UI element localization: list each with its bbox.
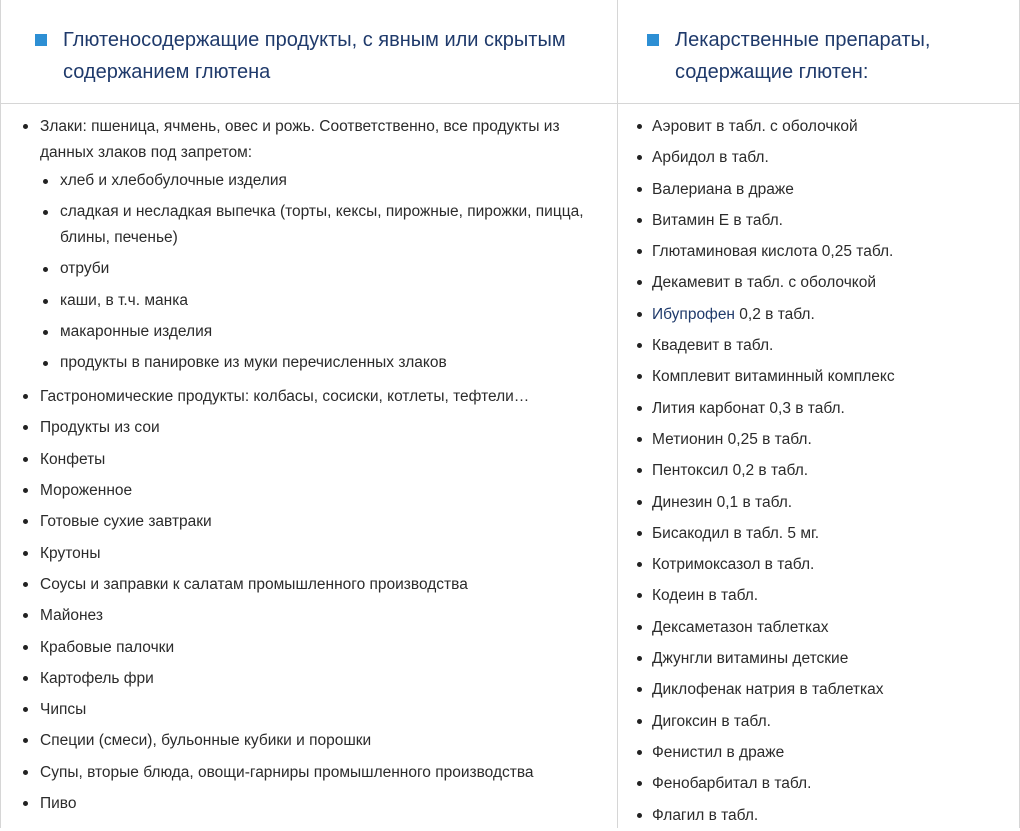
medicines-header-title: Лекарственные препараты, содержащие глютен: [675,29,931,83]
bullet-icon [23,707,28,712]
medicine-item-text: Бисакодил в табл. 5 мг. [652,524,820,542]
bullet-icon [637,280,642,285]
list-item [23,632,603,663]
medicine-item-text: Квадевит в табл. [652,337,774,355]
bullet-icon [43,179,48,184]
product-item-text: Картофель фри [40,669,154,687]
list-item [23,475,603,506]
medicine-item-text: Дигоксин в табл. [652,712,771,730]
product-item-text: Чипсы [40,701,87,719]
list-item [40,288,603,314]
list-item [637,455,1007,486]
list-item [637,674,1007,705]
list-item [23,569,603,600]
medicine-item-text: Комплевит витаминный комплекс [652,368,895,386]
medicine-item-text: Дексаметазон таблетках [652,618,829,636]
bullet-icon [637,312,642,317]
column-divider [617,0,618,828]
medicine-item-text: Глютаминовая кислота 0,25 табл. [652,243,894,261]
bullet-icon [23,801,28,806]
list-item [637,706,1007,737]
bullet-icon [637,218,642,223]
list-item [40,199,603,251]
product-item-text: Гастрономические продукты: колбасы, сосиски, котлеты, тефтели… [40,388,530,406]
bullet-icon [637,249,642,254]
list-item [637,111,1007,142]
product-item-text: Специи (смеси), бульонные кубики и порошки [40,732,372,750]
list-item [23,444,603,475]
ibuprofen-link[interactable]: Ибупрофен [652,305,735,323]
bullet-icon [23,613,28,618]
bullet-icon [23,457,28,462]
list-item [637,142,1007,173]
list-item [23,600,603,631]
sublist-item-text: хлеб и хлебобулочные изделия [60,172,287,189]
medicine-item-text: Валериана в драже [652,180,794,198]
bullet-icon [23,488,28,493]
list-item [23,788,603,819]
bullet-icon [637,343,642,348]
header-divider [1,103,1020,104]
bullet-icon [637,719,642,724]
medicines-column-header [647,24,987,88]
bullet-icon [23,551,28,556]
list-item [40,350,603,376]
medicine-item-text: Диклофенак натрия в таблетках [652,681,884,699]
square-bullet-icon [647,34,659,46]
medicine-item-text: Фенобарбитал в табл. [652,775,812,793]
medicine-item-text: Арбидол в табл. [652,149,769,167]
bullet-icon [637,750,642,755]
product-item-text: Готовые сухие завтраки [40,513,212,531]
bullet-icon [23,582,28,587]
bullet-icon [23,519,28,524]
bullet-icon [23,124,28,129]
bullet-icon [43,210,48,215]
bullet-icon [23,770,28,775]
list-item [23,725,603,756]
list-item [637,267,1007,298]
grains-intro-text: Злаки: пшеница, ячмень, овес и рожь. Соответственно, все продукты из данных злаков под запретом: [40,118,560,161]
sublist-item-text: отруби [60,260,110,278]
medicine-item-text: Метионин 0,25 в табл. [652,430,812,448]
medicine-item-text: 0,2 в табл. [735,305,815,323]
list-item [637,393,1007,424]
bullet-icon [23,425,28,430]
bullet-icon [637,656,642,661]
bullet-icon [637,406,642,411]
list-item [637,487,1007,518]
product-item-text: Соусы и заправки к салатам промышленного производства [40,575,468,593]
bullet-icon [637,531,642,536]
bullet-icon [43,330,48,335]
medicine-item-text: Джунгли витамины детские [652,650,849,668]
bullet-icon [637,781,642,786]
medicine-item-text: Декамевит в табл. с оболочкой [652,274,877,292]
medicine-item-text: Фенистил в драже [652,743,785,761]
medicines-list [637,111,1007,831]
bullet-icon [23,645,28,650]
list-item [637,330,1007,361]
medicine-item-text: Лития карбонат 0,3 в табл. [652,399,845,417]
list-item [23,381,603,412]
product-item-text: Крутоны [40,544,101,562]
list-item [23,412,603,443]
product-item-text: Мороженное [40,482,133,500]
list-item [637,361,1007,392]
product-item-text: Майонез [40,607,103,625]
medicine-item-text: Витамин Е в табл. [652,211,783,229]
bullet-icon [43,299,48,304]
list-item [637,549,1007,580]
bullet-icon [637,437,642,442]
bullet-icon [637,500,642,505]
product-item-text: Супы, вторые блюда, овощи-гарниры промышленного производства [40,763,534,781]
product-item-text: Крабовые палочки [40,638,175,656]
list-item [637,580,1007,611]
list-item [637,643,1007,674]
products-list [23,114,603,819]
list-item [637,236,1007,267]
product-item-text: Продукты из сои [40,419,160,437]
medicine-item-text: Флагил в табл. [652,806,759,824]
list-item [23,663,603,694]
products-column-header [35,24,595,88]
list-item [637,205,1007,236]
bullet-icon [637,687,642,692]
list-item [637,299,1007,330]
product-item-text: Конфеты [40,450,106,468]
bullet-icon [23,676,28,681]
square-bullet-icon [35,34,47,46]
medicine-item-text: Динезин 0,1 в табл. [652,493,793,511]
products-header-title: Глютеносодержащие продукты, с явным или скрытым содержанием глютена [63,29,566,83]
sublist-item-text: макаронные изделия [60,322,213,340]
bullet-icon [43,361,48,366]
bullet-icon [637,593,642,598]
list-item [637,768,1007,799]
sublist-item-text: каши, в т.ч. манка [60,291,188,309]
list-item [637,800,1007,831]
grains-sublist [40,168,603,376]
list-item [23,694,603,725]
bullet-icon [637,155,642,160]
medicine-item-text: Котримоксазол в табл. [652,556,815,574]
list-item [637,518,1007,549]
bullet-icon [637,625,642,630]
bullet-icon [637,562,642,567]
list-item [23,506,603,537]
list-item [23,114,603,376]
sublist-item-text: продукты в панировке из муки перечисленных злаков [60,353,447,371]
list-item [40,319,603,345]
list-item [23,538,603,569]
bullet-icon [637,124,642,129]
bullet-icon [637,813,642,818]
bullet-icon [23,738,28,743]
list-item [23,757,603,788]
list-item [637,612,1007,643]
list-item [637,174,1007,205]
sublist-item-text: сладкая и несладкая выпечка (торты, кексы, пирожные, пирожки, пицца, блины, печенье) [60,203,584,247]
bullet-icon [637,187,642,192]
medicine-item-text: Пентоксил 0,2 в табл. [652,462,809,480]
list-item [40,256,603,282]
medicine-item-text: Аэровит в табл. с оболочкой [652,118,858,135]
product-item-text: Пиво [40,794,77,812]
medicine-item-text: Кодеин в табл. [652,587,759,605]
bullet-icon [23,394,28,399]
list-item [40,168,603,194]
bullet-icon [43,267,48,272]
bullet-icon [637,374,642,379]
list-item [637,424,1007,455]
list-item [637,737,1007,768]
bullet-icon [637,468,642,473]
